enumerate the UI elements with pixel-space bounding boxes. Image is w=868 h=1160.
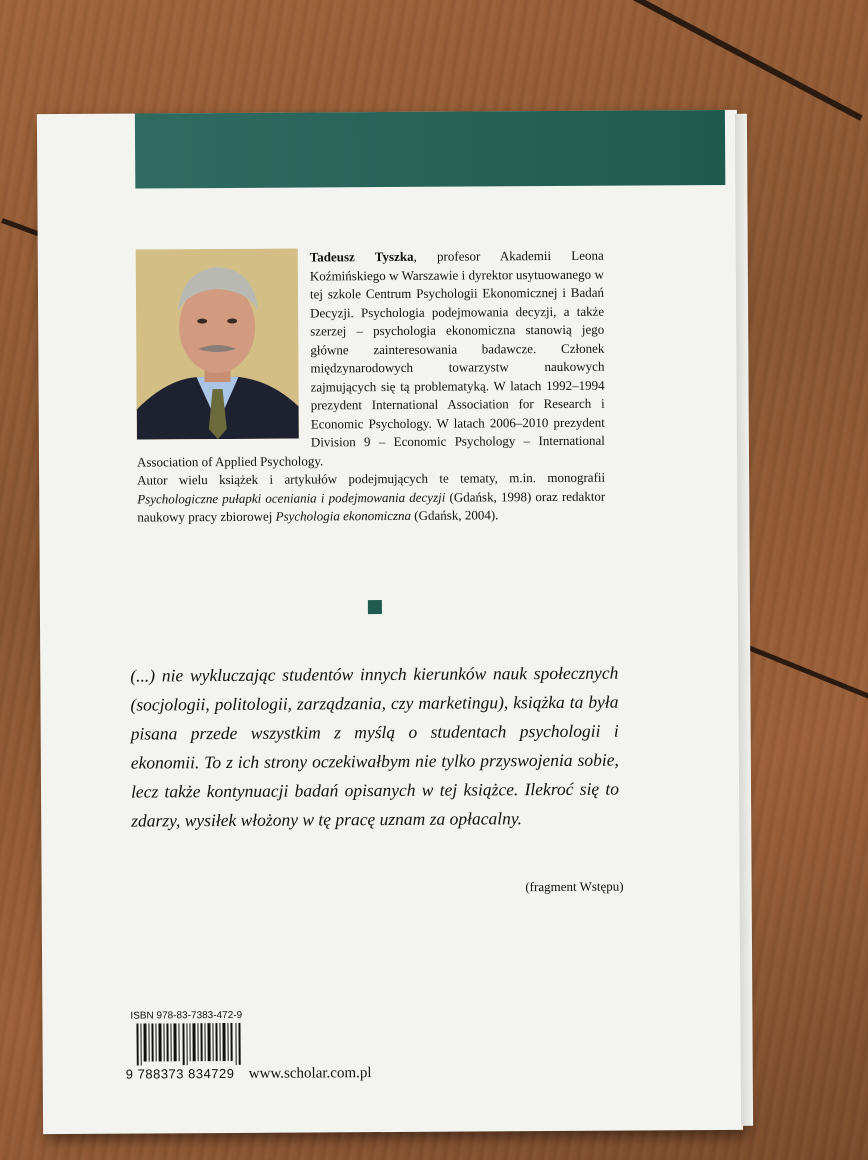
author-name: Tadeusz Tyszka [309, 248, 414, 265]
isbn-label: ISBN 978-83-7383-472-9 [130, 1009, 243, 1022]
photo-spacer [136, 248, 311, 439]
book-spine-edge [735, 114, 753, 1126]
book-title: Psychologiczne pułapki oceniania i podejmowania decyzji [137, 489, 446, 507]
floor-gap [577, 0, 862, 121]
bio-text: , profesor Akademii Leona Koźmińskiego w Warszawie i dyrektor usytuowanego w tej szkole Centrum Psychologii Ekonomicznej i Badań Decyzji. Psychologia podejmowania decyzji, a także szerzej – psychologia ekonomiczna stanowią jego główne zainteresowania badawcze. Członek międzynarodowych towarzystw naukowych zajmujących się tą problematyką. W latach 1992–1994 prezydent International Association for Research i Economic Psychology. W latach 2006–2010 prezydent Division 9 – Economic Psychology – International Association of Applied Psychology. [136, 247, 605, 470]
book-back-cover [37, 110, 743, 1134]
quote-text: (...) nie wykluczając studentów innych kierunków nauk społecznych (socjologii, politologii, zarządzania, czy marketingu), książka ta była pisana przede wszystkim z myślą o studentach psychologii i ekonomii. To z ich strony oczekiwałbym nie tylko przyswojenia sobie, lecz także kontynuacji badań opisanych w tej książce. Ilekroć się to zdarzy, wysiłek włożony w tę pracę uznam za opłacalny. [130, 662, 620, 831]
quote-source: (fragment Wstępu) [525, 878, 624, 895]
bio-text: (Gdańsk, 1998) oraz redaktor naukowy pracy zbiorowej [137, 488, 606, 525]
decorative-square [368, 600, 382, 614]
floor-gap [735, 640, 868, 705]
bio-text: Autor wielu książek i artykułów podejmujących te tematy, m.in. monografii [137, 469, 606, 488]
author-biography [136, 247, 606, 527]
barcode-digits: 9 788373 834729 [125, 1065, 235, 1082]
book-title: Psychologia ekonomiczna [275, 507, 412, 524]
barcode-icon [136, 1023, 244, 1066]
bio-text: (Gdańsk, 2004). [410, 507, 499, 523]
green-header-band [135, 110, 725, 189]
publisher-url: www.scholar.com.pl [248, 1065, 372, 1082]
